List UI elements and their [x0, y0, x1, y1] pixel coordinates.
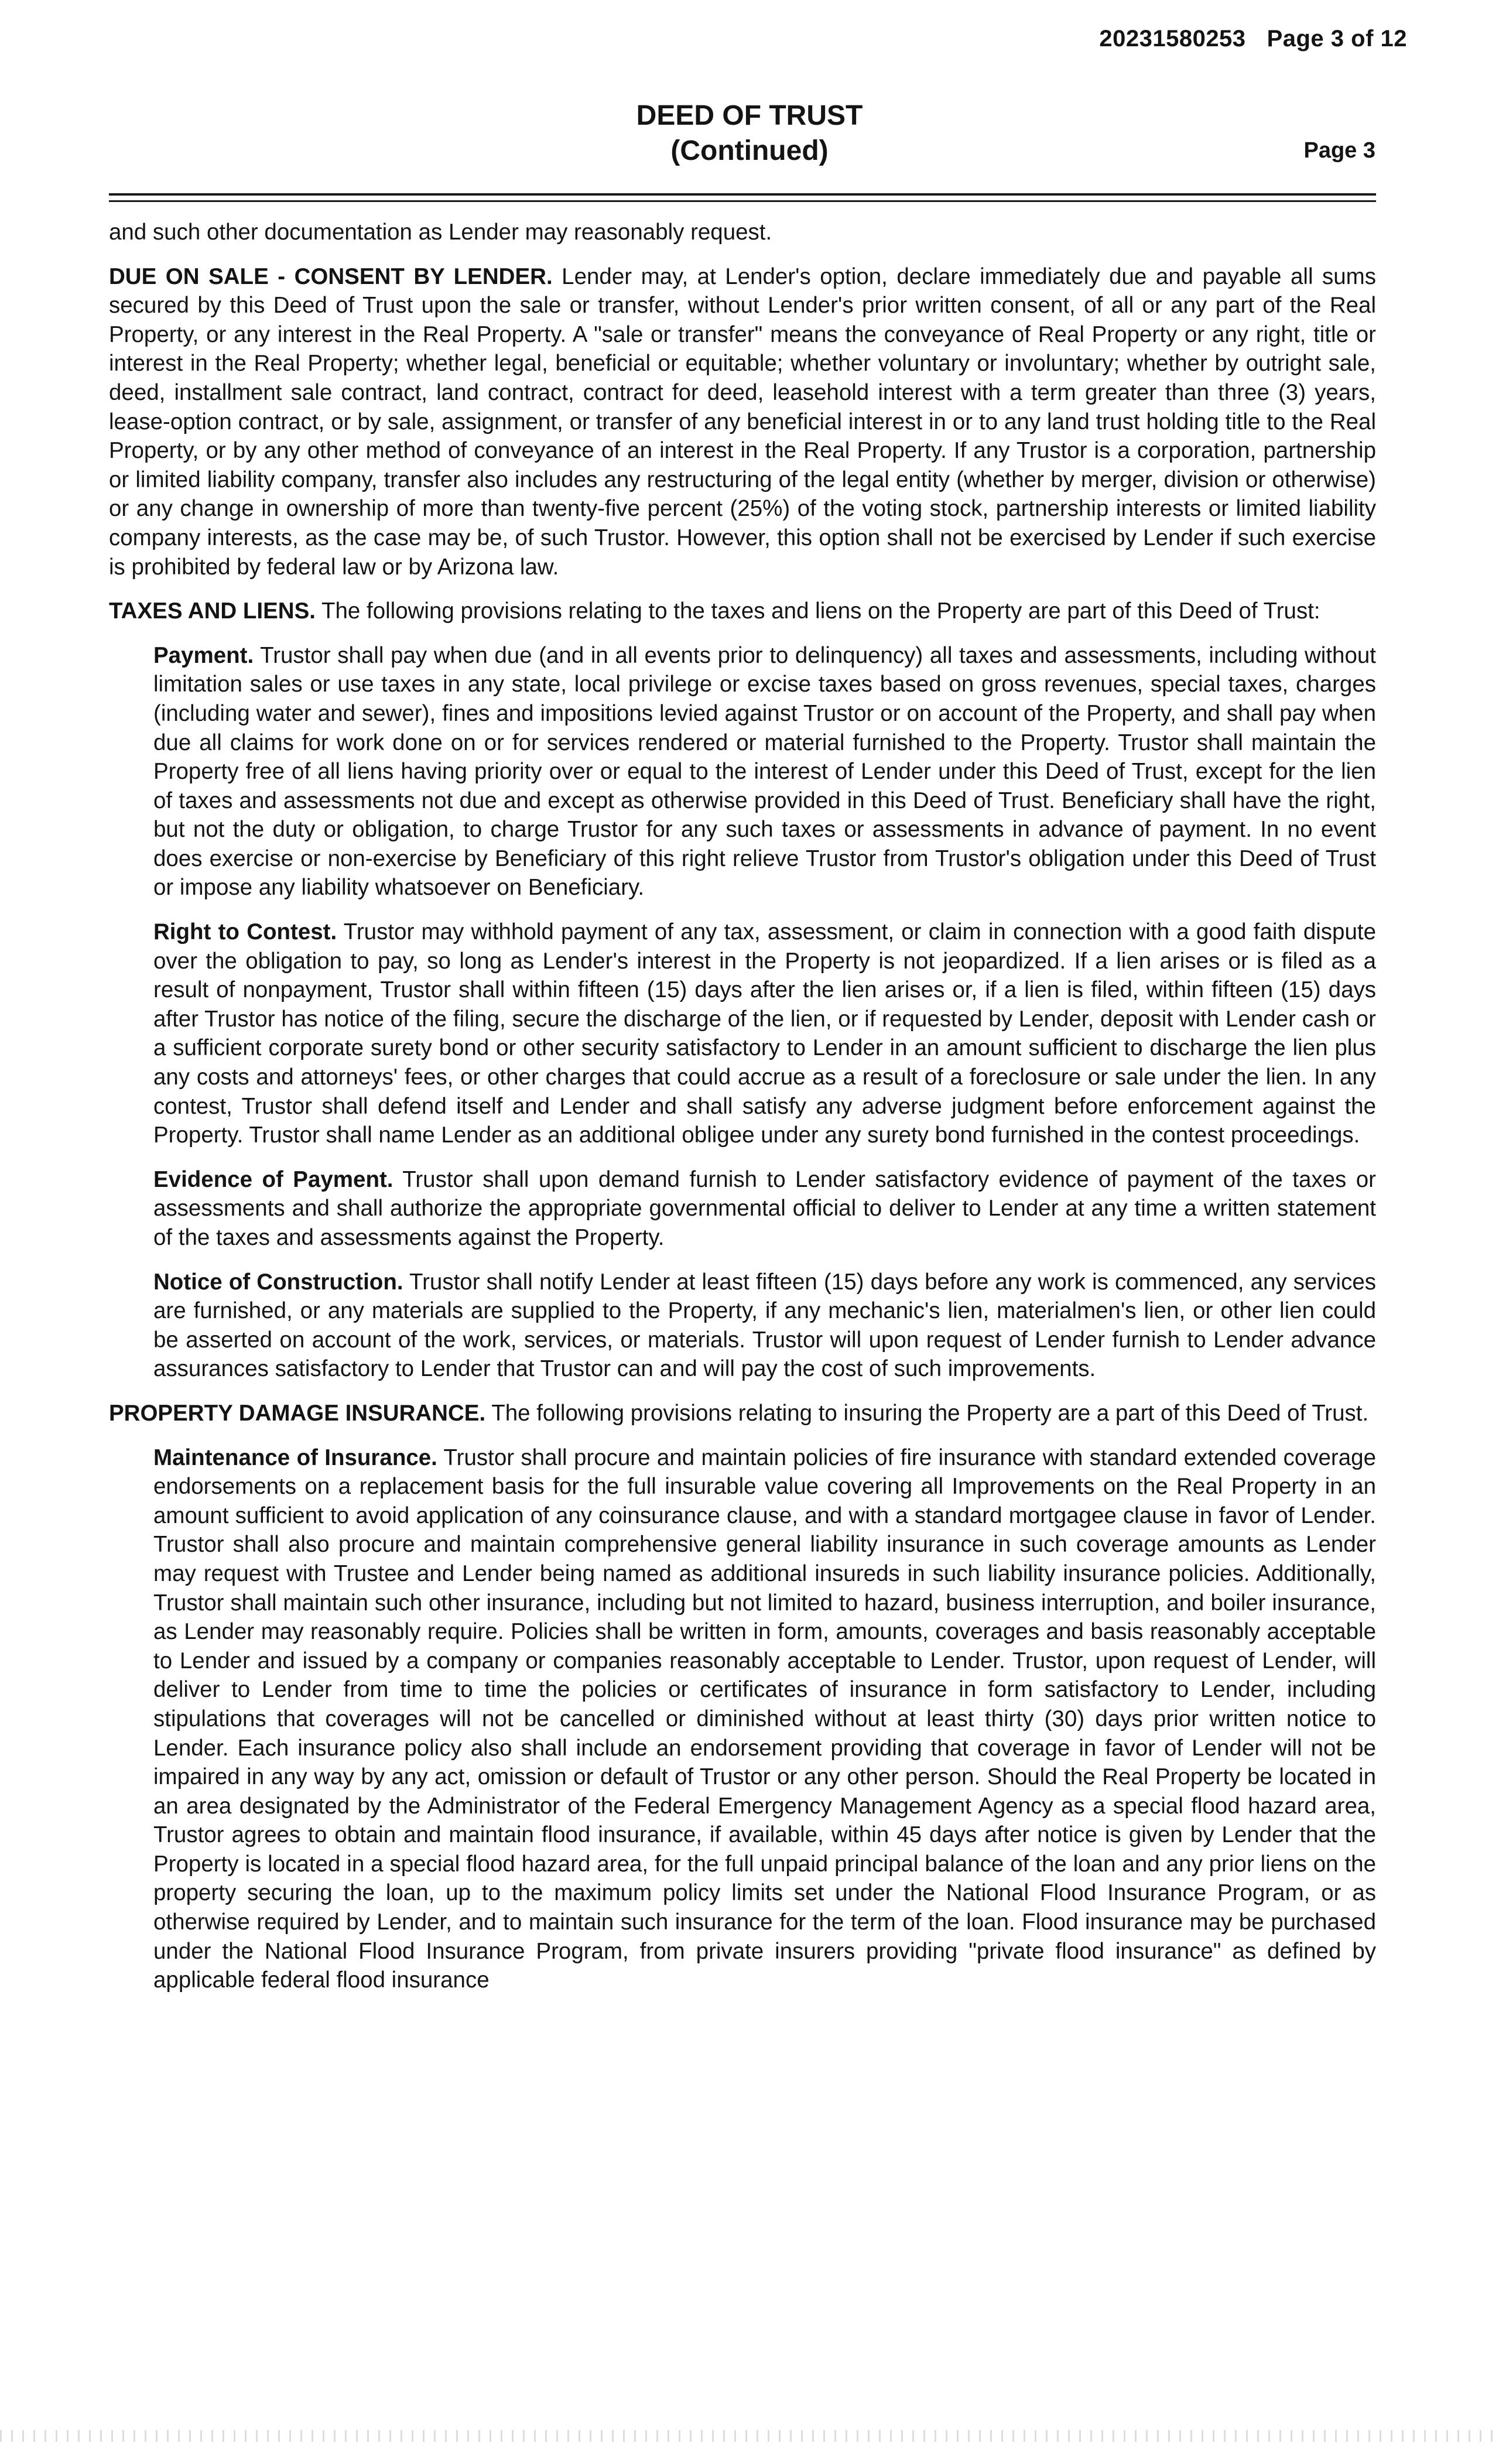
header-rule-bottom — [109, 200, 1376, 202]
evidence-of-payment-text: Trustor shall upon demand furnish to Lender satisfactory evidence of payment of the taxes or assessments and shall authorize the appropriate governmental official to deliver to Lender at any time a written statement of the taxes and assessments against the Property. — [153, 1166, 1376, 1250]
intro-paragraph: and such other documentation as Lender may reasonably request. — [109, 220, 772, 245]
notice-of-construction-heading: Notice of Construction. — [153, 1269, 403, 1295]
evidence-of-payment-heading: Evidence of Payment. — [153, 1166, 393, 1192]
property-damage-insurance-text: The following provisions relating to insuring the Property are a part of this Deed of Trust. — [491, 1400, 1369, 1426]
notice-of-construction-text: Trustor shall notify Lender at least fifteen (15) days before any work is commenced, any services are furnished, or any materials are supplied to the Property, if any mechanic's lien, materialmen's lien, or other lien could be asserted on account of the work, services, or materials. Trustor will upon request of Lender furnish to Lender advance assurances satisfactory to Lender that Trustor can and will pay the cost of such improvements. — [153, 1269, 1376, 1382]
evidence-of-payment-subsection — [153, 1165, 1376, 1252]
due-on-sale-text: Lender may, at Lender's option, declare immediately due and payable all sums secured by this Deed of Trust upon the sale or transfer, without Lender's prior written consent, of all or any part of the Real Property, or any interest in the Real Property. A "sale or transfer" means the conveyance of Real Property or any right, title or interest in the Real Property; whether legal, beneficial or equitable; whether voluntary or involuntary; whether by outright sale, deed, installment sale contract, land contract, contract for deed, leasehold interest with a term greater than three (3) years, lease-option contract, or by sale, assignment, or transfer of any beneficial interest in or to any land trust holding title to the Real Property, or by any other method of conveyance of an interest in the Real Property. If any Trustor is a corporation, partnership or limited liability company, transfer also includes any restructuring of the legal entity (whether by merger, division or otherwise) or any change in ownership of more than twenty-five percent (25%) of the voting stock, partnership interests or limited liability company interests, as the case may be, of such Trustor. However, this option shall not be exercised by Lender if such exercise is prohibited by federal law or by Arizona law. — [109, 263, 1376, 580]
scan-noise-strip — [0, 2430, 1499, 2442]
document-title-block — [0, 98, 1499, 169]
document-title: DEED OF TRUST — [636, 100, 863, 131]
page-label: Page 3 — [1303, 138, 1375, 163]
document-number: 20231580253 — [1099, 26, 1246, 52]
document-body — [109, 218, 1376, 2010]
notice-of-construction-subsection — [153, 1268, 1376, 1384]
right-to-contest-text: Trustor may withhold payment of any tax, assessment, or claim in connection with a good faith dispute over the obligation to pay, so long as Lender's interest in the Property is not jeopardized. If a lien arises or is filed as a result of nonpayment, Trustor shall within fifteen (15) days after the lien arises or, if a lien is filed, within fifteen (15) days after Trustor has notice of the filing, secure the discharge of the lien, or if requested by Lender, deposit with Lender cash or a sufficient corporate surety bond or other security satisfactory to Lender in an amount sufficient to discharge the lien plus any costs and attorneys' fees, or other charges that could accrue as a result of a foreclosure or sale under the lien. In any contest, Trustor shall defend itself and Lender and shall satisfy any adverse judgment before enforcement against the Property. Trustor shall name Lender as an additional obligee under any surety bond furnished in the contest proceedings. — [153, 919, 1376, 1148]
taxes-and-liens-text: The following provisions relating to the taxes and liens on the Property are part of this Deed of Trust: — [321, 598, 1320, 624]
right-to-contest-heading: Right to Contest. — [153, 919, 337, 945]
right-to-contest-subsection — [153, 918, 1376, 1150]
document-subtitle: (Continued) — [670, 135, 829, 166]
maintenance-of-insurance-subsection — [153, 1443, 1376, 1995]
payment-subsection — [153, 641, 1376, 902]
property-damage-insurance-heading: PROPERTY DAMAGE INSURANCE. — [109, 1400, 486, 1426]
maintenance-of-insurance-heading: Maintenance of Insurance. — [153, 1445, 437, 1470]
due-on-sale-heading: DUE ON SALE - CONSENT BY LENDER. — [109, 263, 553, 289]
payment-text: Trustor shall pay when due (and in all events prior to delinquency) all taxes and assessments, including without limitation sales or use taxes in any state, local privilege or excise taxes based on gross revenues, special taxes, charges (including water and sewer), fines and impositions levied against Trustor or on account of the Property, and shall pay when due all claims for work done on or for services rendered or material furnished to the Property. Trustor shall maintain the Property free of all liens having priority over or equal to the interest of Lender under this Deed of Trust, except for the lien of taxes and assessments not due and except as otherwise provided in this Deed of Trust. Beneficiary shall have the right, but not the duty or obligation, to charge Trustor for any such taxes or assessments in advance of payment. In no event does exercise or non-exercise by Beneficiary of this right relieve Trustor from Trustor's obligation under this Deed of Trust or impose any liability whatsoever on Beneficiary. — [153, 642, 1376, 901]
page-of-count: Page 3 of 12 — [1267, 26, 1407, 52]
header-rule-top — [109, 193, 1376, 196]
payment-heading: Payment. — [153, 642, 254, 668]
maintenance-of-insurance-text: Trustor shall procure and maintain policies of fire insurance with standard extended coverage endorsements on a replacement basis for the full insurable value covering all Improvements on the Real Property in an amount sufficient to avoid application of any coinsurance clause, and with a standard mortgagee clause in favor of Lender. Trustor shall also procure and maintain comprehensive general liability insurance in such coverage amounts as Lender may request with Trustee and Lender being named as additional insureds in such liability insurance policies. Additionally, Trustor shall maintain such other insurance, including but not limited to hazard, business interruption, and boiler insurance, as Lender may reasonably require. Policies shall be written in form, amounts, coverages and basis reasonably acceptable to Lender and issued by a company or companies reasonably acceptable to Lender. Trustor, upon request of Lender, will deliver to Lender from time to time the policies or certificates of insurance in form satisfactory to Lender, including stipulations that coverages will not be cancelled or diminished without at least thirty (30) days prior written notice to Lender. Each insurance policy also shall include an endorsement providing that coverage in favor of Lender will not be impaired in any way by any act, omission or default of Trustor or any other person. Should the Real Property be located in an area designated by the Administrator of the Federal Emergency Management Agency as a special flood hazard area, Trustor agrees to obtain and maintain flood insurance, if available, within 45 days after notice is given by Lender that the Property is located in a special flood hazard area, for the full unpaid principal balance of the loan and any prior liens on the property securing the loan, up to the maximum policy limits set under the National Flood Insurance Program, or as otherwise required by Lender, and to maintain such insurance for the term of the loan. Flood insurance may be purchased under the National Flood Insurance Program, from private insurers providing "private flood insurance" as defined by applicable federal flood insurance — [153, 1445, 1376, 1993]
taxes-and-liens-section — [109, 597, 1376, 626]
due-on-sale-section — [109, 262, 1376, 582]
taxes-and-liens-heading: TAXES AND LIENS. — [109, 598, 316, 624]
property-damage-insurance-section — [109, 1399, 1376, 1428]
document-header-id — [1099, 26, 1407, 52]
